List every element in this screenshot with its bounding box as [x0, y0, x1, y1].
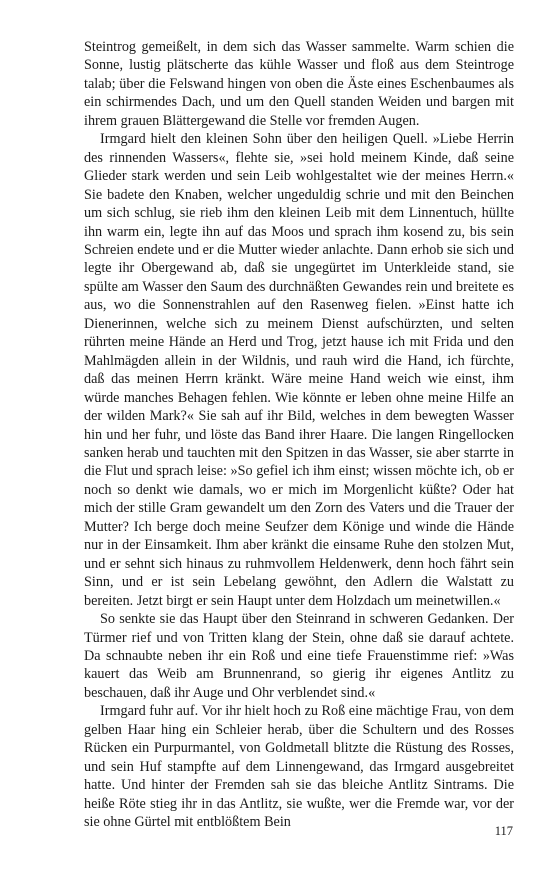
paragraph: Irmgard hielt den kleinen Sohn über den heiligen Quell. »Liebe Herrin des rinnenden Wassers«, flehte sie, »sei hold meinem Kinde, daß seine Glieder stark werden und sein Leib wohlgestaltet wie der meines Herrn.« Sie badete den Knaben, welcher ungeduldig schrie und mit den Beinchen um sich schlug, sie rieb ihm den kleinen Leib mit dem Linnentuch, hüllte ihn warm ein, legte ihn auf das Moos und sprach ihm kosend zu, bis sein Schreien endete und er die Mutter wieder anlachte. Dann erhob sie sich und legte ihr Obergewand ab, daß sie ungegürtet im Unterkleide stand, sie spülte am Wasser den Saum des durchnäßten Gewandes rein und breitete es aus, wo die Sonnenstrahlen auf den Rasenweg fielen. »Einst hatte ich Dienerinnen, welche sich zu meinem Dienst aufschürzten, und selten rührten meine Hände an Herd und Trog, jetzt hause ich mit Frida und den Mahlmägden allein in der Wildnis, und rauh wird die Hand, ich fürchte, daß das meinen Herrn kränkt. Wäre meine Hand weich wie einst, ihm würde manches Behagen fehlen. Wie könnte er leben ohne meine Hilfe an der wilden Mark?« Sie sah auf ihr Bild, welches in dem bewegten Wasser hin und her fuhr, und löste das Band ihrer Haare. Die langen Ringellocken sanken herab und tauchten mit den Spitzen in das Wasser, sie aber starrte in die Flut und sprach leise: »So gefiel ich ihm einst; wissen möchte ich, ob er noch so denkt wie damals, wo er mich im Morgenlicht küßte? Oder hat mich der stille Gram gewandelt um den Zorn des Vaters und die Trauer der Mutter? Ich berge doch meine Seufzer dem Könige und winde die Hände nur in der Einsamkeit. Ihm aber kränkt die einsame Ruhe den stolzen Mut, und er sehnt sich hinaus zu ruhmvollem Heldenwerk, denn hoch fährt sein Sinn, und er ist sein Lebelang gewöhnt, den Adlern die Walstatt zu bereiten. Jetzt birgt er sein Haupt unter dem Holzdach um meinetwillen.«: [84, 131, 514, 609]
paragraph: Steintrog gemeißelt, in dem sich das Wasser sammelte. Warm schien die Sonne, lustig plätscherte das kühle Wasser und floß aus dem Steintroge talab; über die Felswand hingen von oben die Äste eines Eschenbaumes als ein schirmendes Dach, und um den Quell standen Weiden und bargen mit ihrem grauen Blättergewand die Stelle vor fremden Augen.: [84, 39, 514, 129]
paragraph: Irmgard fuhr auf. Vor ihr hielt hoch zu Roß eine mächtige Frau, von dem gelben Haar hing ein Schleier herab, über die Schultern und des Rosses Rücken ein Purpurmantel, von Goldmetall blitzte die Rüstung des Rosses, und sein Huf stampfte auf dem Linnengewand, das Irmgard ausgebreitet hatte. Und hinter der Fremden sah sie das bleiche Antlitz Sintrams. Die heiße Röte stieg ihr in das Antlitz, sie wußte, wer die Fremde war, vor der sie ohne Gürtel mit entblößtem Bein: [84, 703, 514, 831]
paragraph: So senkte sie das Haupt über den Steinrand in schweren Gedanken. Der Türmer rief und von Tritten klang der Stein, ohne daß sie darauf achtete. Da schnaubte neben ihr ein Roß und eine tiefe Frauenstimme rief: »Was kauert das Weib am Brunnenrand, so gierig ihr eigenes Antlitz zu beschauen, daß ihr Auge und Ohr verblendet sind.«: [84, 611, 514, 701]
body-text: [84, 38, 514, 831]
page-number: 117: [494, 824, 513, 838]
